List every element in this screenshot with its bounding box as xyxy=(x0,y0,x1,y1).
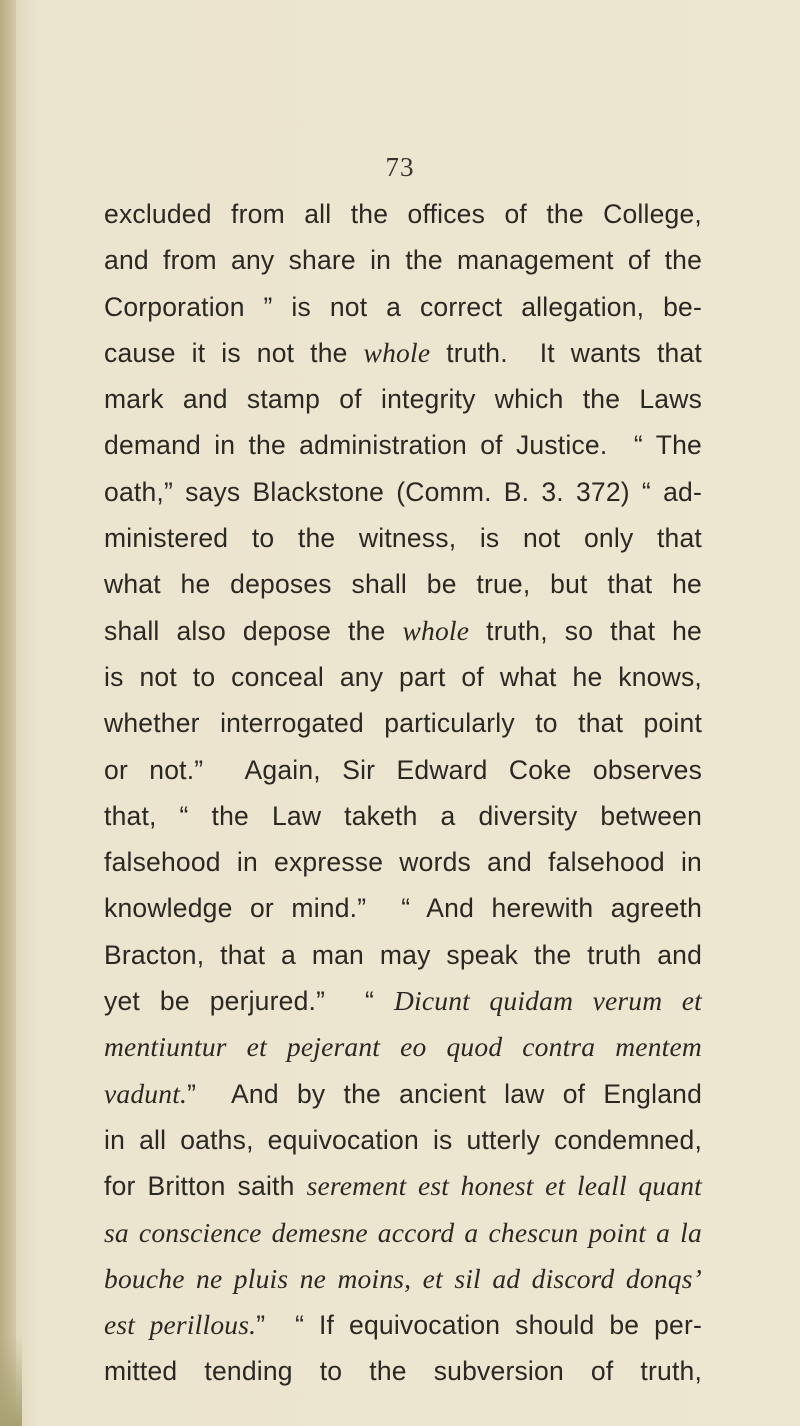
text-line xyxy=(104,330,702,376)
text-line xyxy=(104,1210,702,1256)
italic-text: sa conscience demesne accord a chescun point a la xyxy=(104,1216,702,1248)
text-run: whether interrogated particularly to that point xyxy=(104,708,703,739)
text-run: what he deposes shall be true, but that he xyxy=(104,569,702,600)
italic-text: est perillous. xyxy=(104,1309,257,1341)
italic-text: Dicunt quidam verum et xyxy=(393,985,702,1017)
text-run: yet be perjured.” “ xyxy=(104,986,394,1017)
text-run: mark and stamp of integrity which the Laws xyxy=(104,384,703,415)
text-run: truth. It wants that xyxy=(430,337,702,368)
text-line xyxy=(104,1071,702,1117)
text-line xyxy=(104,561,702,607)
text-line xyxy=(104,1348,702,1394)
text-run: Corporation ” is not a correct allegation, be- xyxy=(104,291,703,322)
page-number: 73 xyxy=(385,152,415,182)
text-line xyxy=(104,422,702,468)
text-line xyxy=(104,515,702,561)
text-line xyxy=(104,932,702,978)
text-run: ” And by the ancient law of England xyxy=(187,1078,703,1109)
text-line xyxy=(104,885,702,931)
text-line xyxy=(104,469,702,515)
text-run: demand in the administration of Justice. “ The xyxy=(104,430,702,461)
text-line xyxy=(104,1163,702,1209)
text-run: Bracton, that a man may speak the truth and xyxy=(104,939,703,970)
text-line xyxy=(104,1256,702,1302)
text-line xyxy=(104,1024,702,1070)
text-line xyxy=(104,237,702,283)
text-line xyxy=(104,284,702,330)
text-line xyxy=(104,839,702,885)
text-run: mitted tending to the subversion of truth, xyxy=(104,1356,703,1387)
text-line xyxy=(104,1117,702,1163)
text-line xyxy=(104,654,702,700)
text-run: oath,” says Blackstone (Comm. B. 3. 372) “ ad- xyxy=(104,476,702,507)
text-run: in all oaths, equivocation is utterly condemned, xyxy=(104,1124,703,1155)
italic-text: bouche ne pluis ne moins, et sil ad discord donqs’ xyxy=(104,1262,702,1294)
text-run: is not to conceal any part of what he knows, xyxy=(104,661,702,692)
text-run: falsehood in expresse words and falsehood in xyxy=(104,847,702,878)
text-line xyxy=(104,608,702,654)
text-run: truth, so that he xyxy=(469,615,702,646)
text-run: cause it is not the xyxy=(104,337,364,368)
italic-text: whole xyxy=(402,614,470,646)
body-text xyxy=(104,191,702,1395)
text-line xyxy=(104,191,702,237)
text-line xyxy=(104,793,702,839)
text-line xyxy=(104,376,702,422)
text-run: that, “ the Law taketh a diversity between xyxy=(104,800,703,831)
text-run: or not.” Again, Sir Edward Coke observes xyxy=(104,754,703,785)
text-run: shall also depose the xyxy=(104,615,403,646)
italic-text: serement est honest et leall quant xyxy=(306,1170,702,1202)
italic-text: mentiuntur et pejerant eo quod contra mentem xyxy=(104,1031,702,1063)
italic-text: vadunt. xyxy=(104,1077,188,1109)
text-run: excluded from all the offices of the College, xyxy=(104,199,702,229)
text-run: and from any share in the management of the xyxy=(104,245,703,276)
text-line xyxy=(104,978,702,1024)
text-run: ministered to the witness, is not only that xyxy=(104,523,702,554)
text-line xyxy=(104,747,702,793)
text-line xyxy=(104,700,702,746)
italic-text: whole xyxy=(363,336,431,368)
text-run: knowledge or mind.” “ And herewith agreeth xyxy=(104,893,703,924)
page-edge-shadow xyxy=(0,0,16,1426)
text-run: for Britton saith xyxy=(104,1171,307,1202)
text-line xyxy=(104,1302,702,1348)
text-run: ” “ If equivocation should be per- xyxy=(256,1310,703,1341)
